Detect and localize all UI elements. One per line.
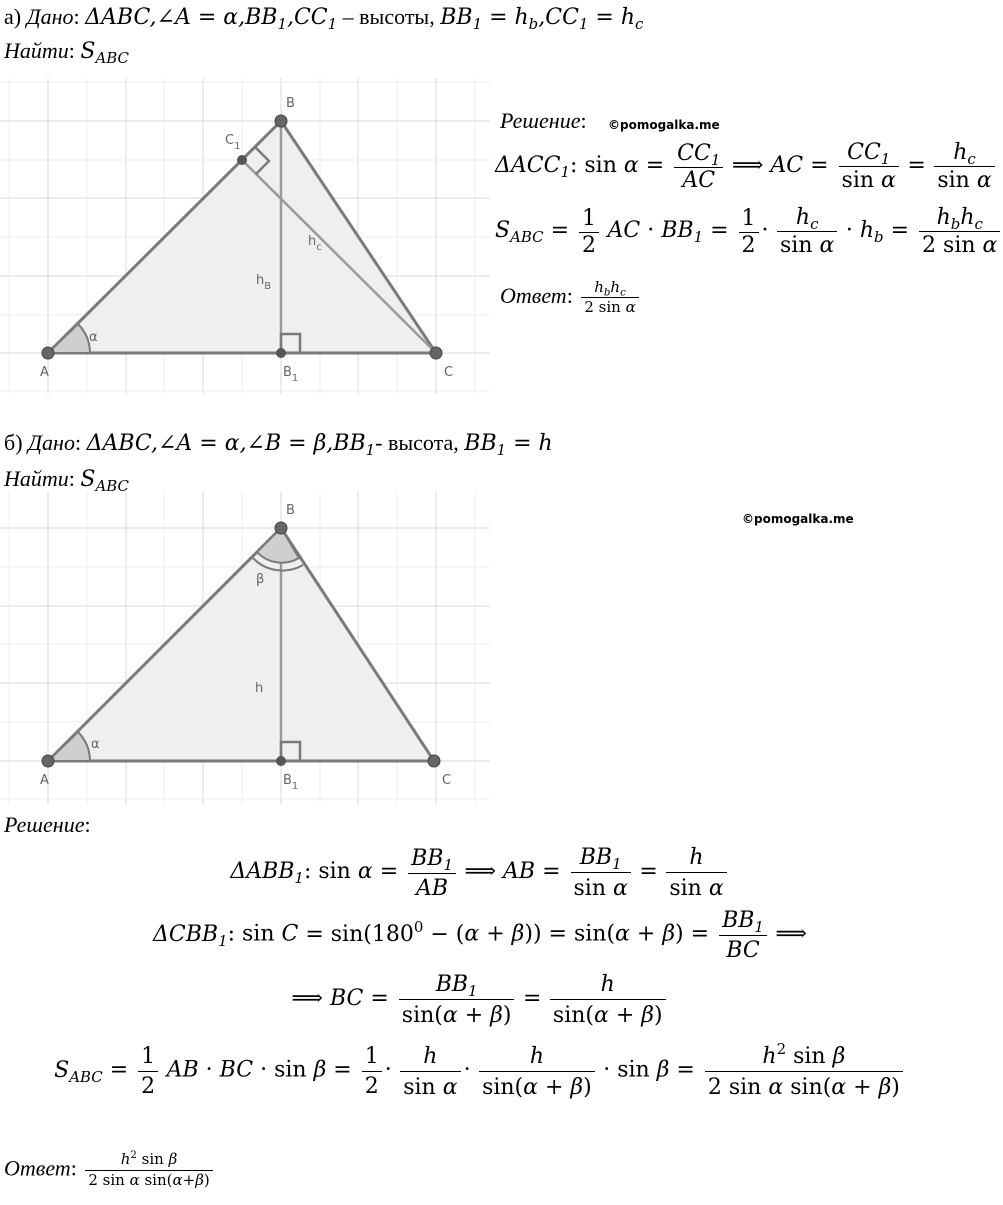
label-hb: $h_B$ xyxy=(256,273,272,292)
solution-label: Решение xyxy=(500,108,581,133)
find-label: Найти xyxy=(4,466,69,491)
find-formula: $S_{ABC}$ xyxy=(80,467,129,496)
label-c: C xyxy=(444,365,454,380)
given-formula-2: $BB_1 = h_b,CC_1 = h_c$ xyxy=(440,5,644,34)
point-b xyxy=(275,115,287,127)
part-a-eq1: $\Delta ACC_1$: sin α = $\frac{CC_1}{AC}$ ⟹ AC = $\frac{CC_1}{\text{sin α}}$ = $\frac{h_c}{\text{sin α}}$ xyxy=(495,142,998,192)
point-b xyxy=(275,522,287,534)
figure-a xyxy=(0,78,490,394)
part-a-find: Найти: $S_{ABC}$ xyxy=(4,38,129,68)
answer-label: Ответ xyxy=(4,1155,71,1181)
part-b-eq2: $\Delta CBB_1$: $\sin C = \sin(180^0 - (\alpha + \beta)) = \sin(\alpha + \beta)$ = $\frac{BB_1}{BC}$ ⟹ xyxy=(153,908,807,963)
point-c xyxy=(428,755,440,767)
solution-label: Решение xyxy=(4,812,85,837)
label-b: B xyxy=(286,503,295,518)
point-a xyxy=(42,347,54,359)
label-hc: $h_c$ xyxy=(308,234,322,253)
figure-b xyxy=(0,492,490,804)
part-b-solution-heading: Решение: xyxy=(4,812,91,837)
label-b1: $B_1$ xyxy=(283,365,299,384)
part-a-solution-heading: Решение: xyxy=(500,108,587,133)
part-b-marker: б) xyxy=(4,430,23,455)
label-alpha: α xyxy=(89,330,98,345)
find-formula: $S_{ABC}$ xyxy=(80,39,129,68)
label-c1: $C_1$ xyxy=(225,133,241,152)
given-label: Дано xyxy=(26,4,74,29)
point-b1 xyxy=(276,348,286,358)
watermark-b: ©pomogalka.me xyxy=(742,512,854,526)
given-formula: ΔABC,∠A = α,∠B = $\beta,BB_1$ xyxy=(86,431,376,460)
part-a-given: а) Дано: ΔABC,∠A = $\alpha,BB_1,CC_1$ – высоты, $BB_1 = h_b,CC_1 = h_c$ xyxy=(4,4,644,34)
label-h: h xyxy=(255,681,264,696)
given-formula-2: $BB_1 = h$ xyxy=(464,431,553,460)
label-a: A xyxy=(40,773,49,788)
label-b1: $B_1$ xyxy=(283,773,299,792)
label-b: B xyxy=(286,96,295,111)
watermark-a: ©pomogalka.me xyxy=(608,118,720,132)
part-a-marker: а) xyxy=(4,4,22,29)
part-a-answer: Ответ: $\frac{h_bh_c}{\text{2 sin α}}$ xyxy=(500,280,642,316)
part-a-eq2: $S_{ABC}$ = $\frac{1}{2}$ AC · $BB_1$ = $\frac{1}{2}$ · $\frac{h_c}{\text{sin α}}$ · $h_b$ = $\frac{h_bh_c}{\text{2 sin α}}$ xyxy=(495,207,1003,257)
point-b1 xyxy=(276,756,286,766)
part-b-eq4: $S_{ABC}$ = $\frac{1}{2}$ AB · BC · sin β = $\frac{1}{2}$ · $\frac{h}{\text{sin α}}$ · $\frac{h}{\sin(\alpha + \beta)}$ · sin β = $\frac{h^2 \sin \beta}{\text{2 sin α sin(α + β)}}$ xyxy=(0,1043,960,1100)
find-label: Найти xyxy=(4,38,69,63)
given-formula: ΔABC,∠A = $\alpha,BB_1,CC_1$ xyxy=(85,5,338,34)
given-dash-word: – высоты, xyxy=(342,4,435,29)
answer-label: Ответ xyxy=(500,283,567,309)
part-b-find: Найти: $S_{ABC}$ xyxy=(4,466,129,496)
part-b-answer: Ответ: $\frac{h^2 \sin \beta}{\text{2 sin α sin(α+β)}}$ xyxy=(4,1152,216,1189)
point-c xyxy=(430,347,442,359)
label-alpha: α xyxy=(91,737,100,752)
part-b-eq1: $\Delta ABB_1$: sin α = $\frac{BB_1}{AB}$ ⟹ AB = $\frac{BB_1}{\text{sin α}}$ = $\frac{h}{\text{sin α}}$ xyxy=(0,845,960,901)
part-b-given: б) Дано: ΔABC,∠A = α,∠B = $\beta,BB_1-$ высота, $BB_1 = h$ xyxy=(4,430,553,460)
given-label: Дано xyxy=(28,430,75,455)
point-a xyxy=(42,755,54,767)
part-b-eq3: ⟹ BC = $\frac{BB_1}{\sin(\alpha + \beta)}$ = $\frac{h}{\sin(\alpha + \beta)}$ xyxy=(0,972,960,1028)
label-c: C xyxy=(442,773,452,788)
label-a: A xyxy=(40,365,49,380)
given-dash-word: - высота, xyxy=(375,430,459,455)
label-beta: β xyxy=(256,572,265,587)
point-c1 xyxy=(237,155,247,165)
